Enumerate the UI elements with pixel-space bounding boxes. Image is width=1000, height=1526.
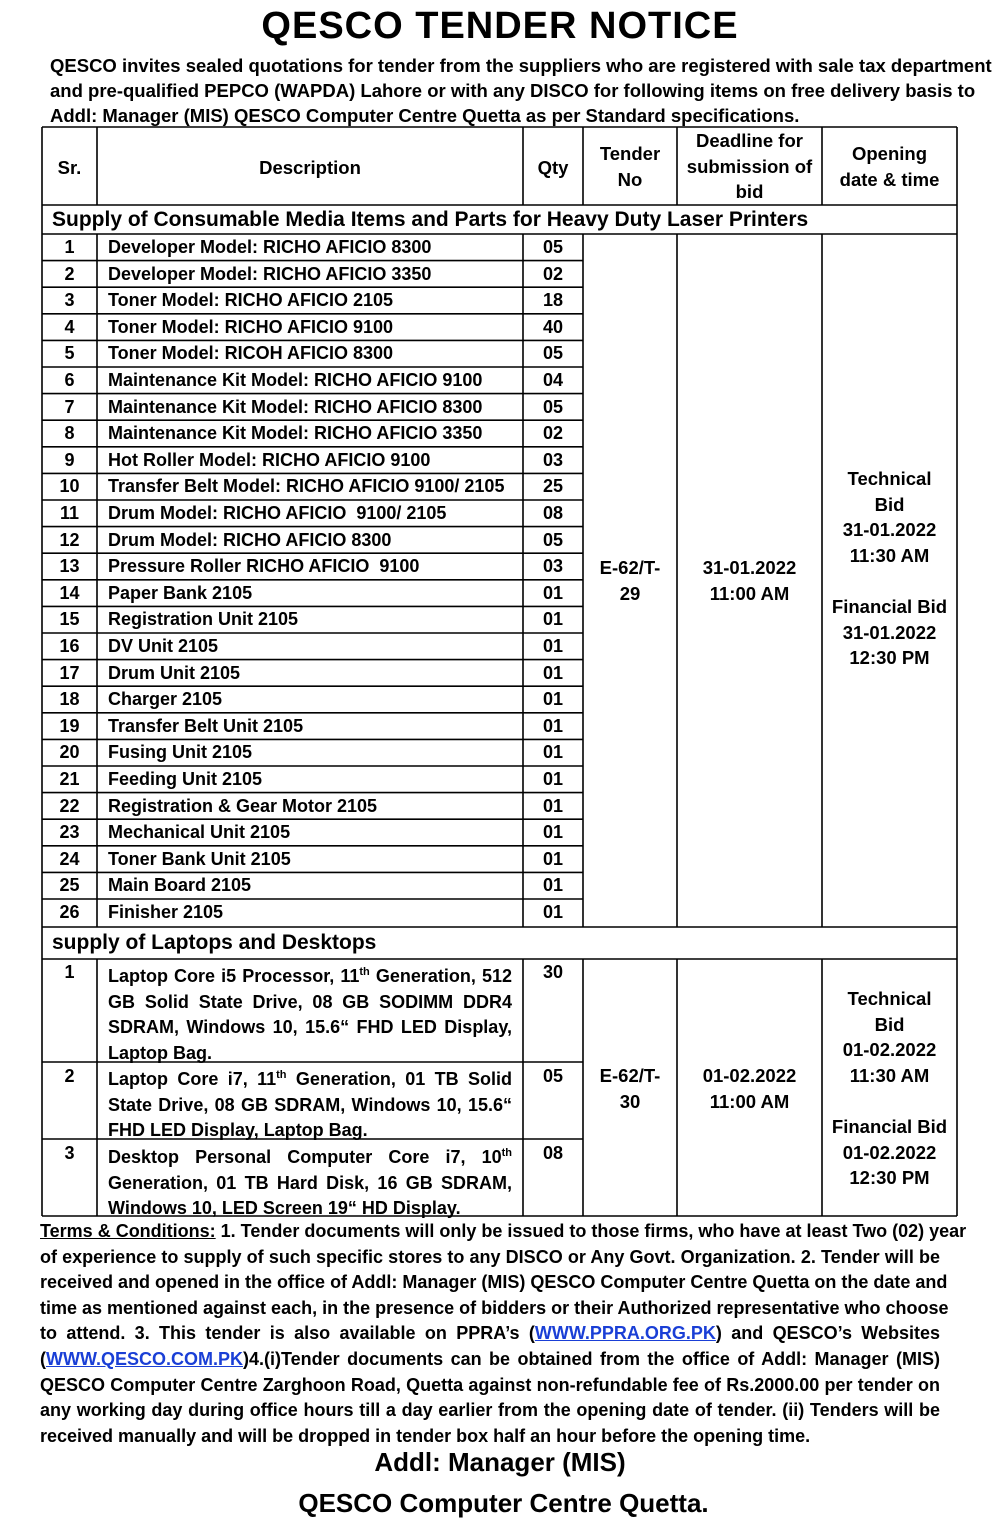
row-sr: 22 <box>59 795 80 816</box>
row-qty: 01 <box>542 902 564 922</box>
header-line: Deadline for <box>696 130 803 151</box>
row-qty: 25 <box>542 476 564 497</box>
row-description: Fusing Unit 2105 <box>108 742 253 763</box>
terms-line: QESCO Computer Centre Zarghoon Road, Quetta against non-refundable fee of Rs.2000.00 per tender on <box>40 1374 940 1395</box>
row-description: Maintenance Kit Model: RICHO AFICIO 9100 <box>108 370 483 390</box>
row-description: DV Unit 2105 <box>108 636 219 656</box>
row-qty: 02 <box>542 263 564 284</box>
row-description: Maintenance Kit Model: RICHO AFICIO 3350 <box>108 423 483 444</box>
row-description: Toner Bank Unit 2105 <box>108 848 291 869</box>
intro-line: QESCO invites sealed quotations for tender from the suppliers who are registered with sale tax department <box>50 55 992 76</box>
row-sr: 3 <box>64 290 75 311</box>
header-line: Tender <box>599 143 661 164</box>
deadline-line: 31-01.2022 <box>702 557 797 578</box>
opening-line: Bid <box>874 493 905 515</box>
row-qty: 03 <box>542 556 564 577</box>
row-qty: 01 <box>542 769 564 789</box>
row-sr: 23 <box>59 822 80 843</box>
opening-line: 11:30 AM <box>849 544 930 566</box>
section2-deadline <box>677 1063 822 1114</box>
row-qty: 04 <box>542 370 564 390</box>
header-line: Opening <box>851 143 928 164</box>
terms-line: any working day during office hours till a day earlier from the opening date of tender. (ii) Tenders will be <box>40 1400 940 1421</box>
header-line: No <box>617 168 643 190</box>
row-sr: 13 <box>59 556 80 577</box>
row-description: Main Board 2105 <box>108 875 252 896</box>
row-sr: 20 <box>59 742 80 763</box>
row-description <box>108 1141 512 1222</box>
row-description: Drum Model: RICHO AFICIO 9100/ 2105 <box>108 503 447 523</box>
row-description: Toner Model: RICOH AFICIO 8300 <box>108 343 394 364</box>
row-qty: 01 <box>542 742 564 763</box>
row-sr: 9 <box>64 449 75 470</box>
header-line: submission of <box>686 155 813 177</box>
row-qty: 05 <box>542 529 564 550</box>
deadline-line: 11:00 AM <box>709 1090 790 1112</box>
desc-line: FHD LED Display, Laptop Bag. <box>108 1120 368 1141</box>
row-sr: 18 <box>59 689 80 710</box>
row-sr: 8 <box>64 423 75 444</box>
section-title: Supply of Consumable Media Items and Parts for Heavy Duty Laser Printers <box>52 208 809 231</box>
row-sr: 7 <box>64 396 75 417</box>
section1-deadline <box>677 555 822 606</box>
row-description: Toner Model: RICHO AFICIO 9100 <box>108 316 394 337</box>
terms-text: ( <box>40 1348 46 1369</box>
tender-no-line: 29 <box>619 582 641 604</box>
header-line: bid <box>735 181 764 203</box>
opening-line: Financial Bid <box>831 1115 948 1137</box>
row-qty: 01 <box>542 582 564 603</box>
opening-line: 12:30 PM <box>849 647 930 669</box>
intro-line: Addl: Manager (MIS) QESCO Computer Centre Quetta as per Standard specifications. <box>50 105 800 126</box>
row-sr: 1 <box>64 237 75 257</box>
desc-line: GB Solid State Drive, 08 GB SODIMM DDR4 <box>108 991 512 1012</box>
opening-line: 31-01.2022 <box>842 519 937 541</box>
desc-line: Laptop Core i7, 11th Generation, 01 TB Solid <box>108 1069 512 1089</box>
row-description: Paper Bank 2105 <box>108 582 253 603</box>
terms-line: received and opened in the office of Addl: Manager (MIS) QESCO Computer Centre Quetta on the date and <box>40 1272 948 1293</box>
row-description: Developer Model: RICHO AFICIO 8300 <box>108 237 432 257</box>
row-description: Finisher 2105 <box>108 902 224 922</box>
terms-line <box>40 1321 940 1347</box>
header-tender-no <box>583 141 677 192</box>
header-qty: Qty <box>537 157 569 178</box>
opening-line <box>822 1088 957 1114</box>
signature-office: QESCO Computer Centre Quetta. <box>298 1488 709 1518</box>
row-description: Toner Model: RICHO AFICIO 2105 <box>108 290 394 311</box>
row-sr: 24 <box>59 848 80 869</box>
row-description: Registration Unit 2105 <box>108 609 299 630</box>
header-line: date & time <box>839 168 940 190</box>
terms-heading: Terms & Conditions: <box>40 1221 216 1241</box>
row-description: Hot Roller Model: RICHO AFICIO 9100 <box>108 449 431 470</box>
row-qty: 05 <box>542 237 564 257</box>
row-sr: 16 <box>59 636 80 656</box>
intro-line: and pre-qualified PEPCO (WAPDA) Lahore or with any DISCO for following items on free delivery basis to <box>50 80 976 101</box>
row-qty: 01 <box>542 795 564 816</box>
row-description <box>108 1063 512 1144</box>
header-deadline <box>677 128 822 205</box>
row-sr: 19 <box>59 715 80 736</box>
row-qty: 03 <box>542 449 564 470</box>
tender-no-line: 30 <box>619 1090 641 1112</box>
row-qty: 05 <box>542 343 564 364</box>
row-sr: 12 <box>59 529 80 550</box>
terms-line: received manually and will be dropped in tender box half an hour before the opening time. <box>40 1425 811 1446</box>
row-sr: 2 <box>64 263 75 284</box>
terms-line <box>40 1347 940 1373</box>
row-qty: 40 <box>542 316 564 337</box>
page-title: QESCO TENDER NOTICE <box>261 5 739 47</box>
row-qty: 01 <box>542 822 564 843</box>
opening-line: Technical <box>847 988 932 1009</box>
deadline-line: 11:00 AM <box>709 582 790 604</box>
section2-opening <box>822 986 957 1191</box>
section1-opening <box>822 466 957 671</box>
row-qty: 01 <box>542 609 564 630</box>
row-sr: 21 <box>59 769 80 789</box>
terms-line: of experience to supply of such specific stores to any DISCO or Any Govt. Organization. 2. Tender will be <box>40 1246 940 1267</box>
section1-tender-no <box>583 555 677 606</box>
row-qty: 05 <box>542 1066 564 1086</box>
desc-line: Windows 10, LED Screen 19“ HD Display. <box>108 1198 461 1219</box>
row-sr: 25 <box>59 875 80 896</box>
terms-line: time as mentioned against each, in the presence of bidders or their Authorized representative who choose <box>40 1297 949 1318</box>
row-sr: 10 <box>59 476 80 497</box>
terms-line <box>40 1219 967 1245</box>
ppra-link[interactable]: WWW.PPRA.ORG.PK <box>534 1323 716 1344</box>
opening-line: Financial Bid <box>831 595 948 617</box>
desc-line: Generation, 01 TB Hard Disk, 16 GB SDRAM, <box>108 1172 512 1193</box>
row-description: Developer Model: RICHO AFICIO 3350 <box>108 263 432 284</box>
qesco-link[interactable]: WWW.QESCO.COM.PK <box>46 1348 243 1369</box>
terms-text: 1. Tender documents will only be issued to those firms, who have at least Two (02) year <box>215 1221 967 1241</box>
row-qty: 08 <box>542 1143 564 1163</box>
terms-text: to attend. 3. This tender is also available on PPRA’s ( <box>40 1323 535 1344</box>
row-qty: 30 <box>542 962 564 982</box>
row-sr: 26 <box>59 902 80 922</box>
row-description: Drum Model: RICHO AFICIO 8300 <box>108 529 392 550</box>
row-description: Pressure Roller RICHO AFICIO 9100 <box>108 556 420 577</box>
row-sr: 4 <box>64 316 75 337</box>
terms-text: ) and QESCO’s Websites <box>715 1323 940 1344</box>
tender-no-line: E-62/T- <box>599 557 661 578</box>
signature-title: Addl: Manager (MIS) <box>374 1447 626 1477</box>
row-qty: 01 <box>542 662 564 683</box>
section-title: supply of Laptops and Desktops <box>52 931 377 954</box>
tender-no-line: E-62/T- <box>599 1065 661 1086</box>
opening-line: 11:30 AM <box>849 1064 930 1086</box>
row-qty: 02 <box>542 423 564 444</box>
row-sr: 15 <box>59 609 80 630</box>
row-sr: 5 <box>64 343 75 364</box>
opening-line: 01-02.2022 <box>842 1141 937 1163</box>
terms-text: )4.(i)Tender documents can be obtained from the office of Addl: Manager (MIS) <box>243 1348 940 1369</box>
desc-line: State Drive, 08 GB SDRAM, Windows 10, 15.6“ <box>108 1094 512 1115</box>
row-sr: 17 <box>59 662 80 683</box>
row-description: Transfer Belt Unit 2105 <box>108 715 304 736</box>
row-sr: 14 <box>59 582 80 603</box>
opening-line: 31-01.2022 <box>842 621 937 643</box>
row-qty: 01 <box>542 848 564 869</box>
row-description: Charger 2105 <box>108 689 223 710</box>
desc-line: Desktop Personal Computer Core i7, 10th <box>108 1147 512 1167</box>
row-description: Mechanical Unit 2105 <box>108 822 291 843</box>
row-description: Registration & Gear Motor 2105 <box>108 795 378 816</box>
row-qty: 01 <box>542 875 564 896</box>
row-description: Maintenance Kit Model: RICHO AFICIO 8300 <box>108 396 483 417</box>
header-opening <box>822 141 957 192</box>
row-sr: 6 <box>64 370 75 390</box>
header-description: Description <box>259 157 361 178</box>
row-qty: 08 <box>542 503 564 523</box>
row-qty: 18 <box>542 290 564 311</box>
row-qty: 01 <box>542 689 564 710</box>
row-qty: 01 <box>542 636 564 656</box>
opening-line: Technical <box>847 468 932 489</box>
row-qty: 01 <box>542 715 564 736</box>
opening-line: 01-02.2022 <box>842 1039 937 1061</box>
row-sr: 3 <box>64 1143 75 1163</box>
desc-line: SDRAM, Windows 10, 15.6“ FHD LED Display, <box>108 1017 512 1038</box>
row-description: Feeding Unit 2105 <box>108 769 263 789</box>
desc-line: Laptop Core i5 Processor, 11th Generation, 512 <box>108 966 512 986</box>
row-sr: 2 <box>64 1066 75 1086</box>
terms-and-conditions <box>40 1219 967 1449</box>
row-qty: 05 <box>542 396 564 417</box>
row-sr: 11 <box>59 503 80 523</box>
opening-line: Bid <box>874 1013 905 1035</box>
opening-line: 12:30 PM <box>849 1167 930 1189</box>
opening-line <box>822 568 957 594</box>
deadline-line: 01-02.2022 <box>702 1065 797 1086</box>
header-sr: Sr. <box>57 157 82 178</box>
row-description <box>108 960 512 1066</box>
desc-line: Laptop Bag. <box>108 1042 212 1063</box>
section2-tender-no <box>583 1063 677 1114</box>
row-description: Drum Unit 2105 <box>108 662 241 683</box>
row-sr: 1 <box>64 962 75 982</box>
row-description: Transfer Belt Model: RICHO AFICIO 9100/ 2105 <box>108 476 505 497</box>
